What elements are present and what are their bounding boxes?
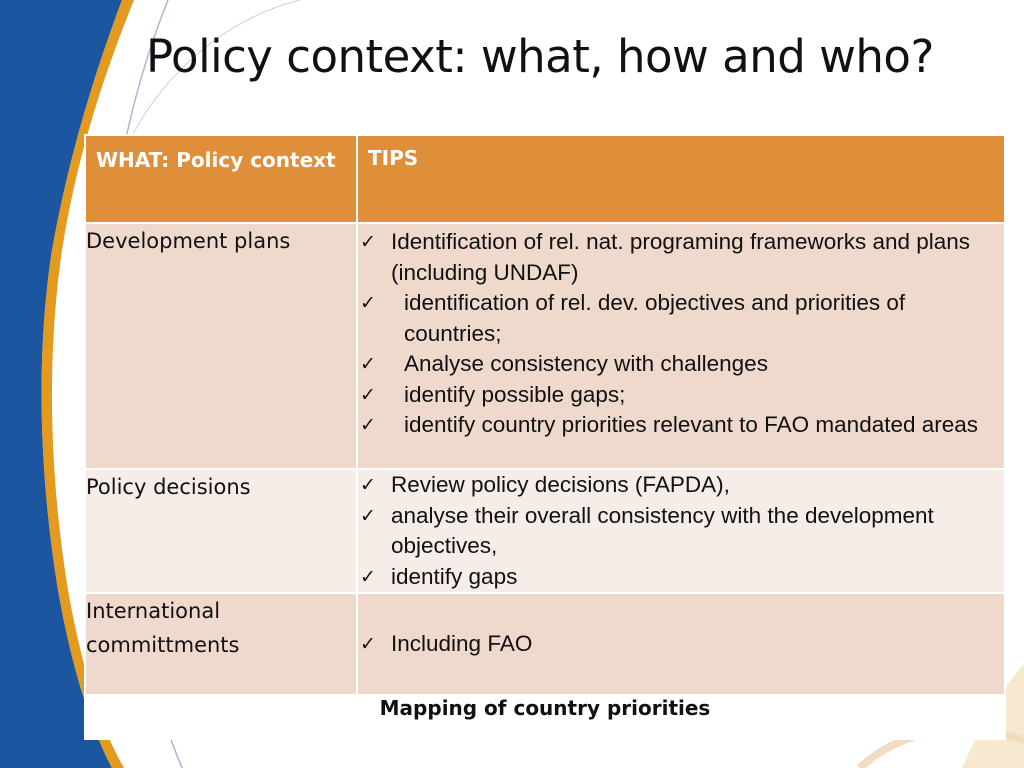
- list-item: ✓ analyse their overall consistency with the development objectives,: [360, 502, 934, 558]
- page-title: Policy context: what, how and who?: [146, 30, 934, 83]
- checkmark-icon: ✓: [360, 353, 376, 375]
- tips-cell: [357, 593, 1005, 695]
- checkmark-icon: ✓: [360, 632, 376, 655]
- header-tips: TIPS: [357, 135, 1005, 223]
- checkmark-icon: ✓: [360, 414, 376, 436]
- checkmark-icon: ✓: [360, 565, 376, 588]
- checkmark-icon: ✓: [360, 504, 376, 527]
- row-label: Development plans: [85, 223, 357, 469]
- list-item: ✓ Including FAO: [358, 629, 998, 660]
- list-item: ✓ Identification of rel. nat. programing frameworks and plans (including UNDAF): [360, 229, 971, 285]
- checkmark-icon: ✓: [360, 231, 376, 253]
- checkmark-icon: ✓: [360, 292, 376, 314]
- policy-table: [84, 134, 1006, 740]
- tips-list: [358, 629, 1004, 660]
- header-what: WHAT: Policy context: [85, 135, 357, 223]
- table-row: [85, 593, 1005, 695]
- tips-cell: [357, 223, 1005, 469]
- table-footer-row: [85, 695, 1005, 739]
- tips-list: [358, 227, 1004, 441]
- checkmark-icon: ✓: [360, 474, 376, 496]
- table-row: [85, 469, 1005, 593]
- tips-list: [358, 470, 1004, 592]
- row-label: Policy decisions: [85, 469, 357, 593]
- tips-cell: [357, 469, 1005, 593]
- checkmark-icon: ✓: [360, 383, 376, 406]
- list-item: ✓ identification of rel. dev. objectives and priorities of countries;: [360, 290, 906, 346]
- table-row: [85, 223, 1005, 469]
- footer-summary: Mapping of country priorities: [85, 695, 1005, 739]
- list-item: ✓ Review policy decisions (FAPDA),: [358, 470, 998, 501]
- table-header-row: [85, 135, 1005, 223]
- list-item: ✓ identify gaps: [358, 562, 998, 593]
- list-item: ✓ Analyse consistency with challenges: [358, 349, 998, 380]
- row-label: International committments: [85, 593, 357, 695]
- list-item: ✓ identify possible gaps;: [358, 380, 998, 411]
- list-item: ✓ identify country priorities relevant to FAO mandated areas: [358, 410, 998, 441]
